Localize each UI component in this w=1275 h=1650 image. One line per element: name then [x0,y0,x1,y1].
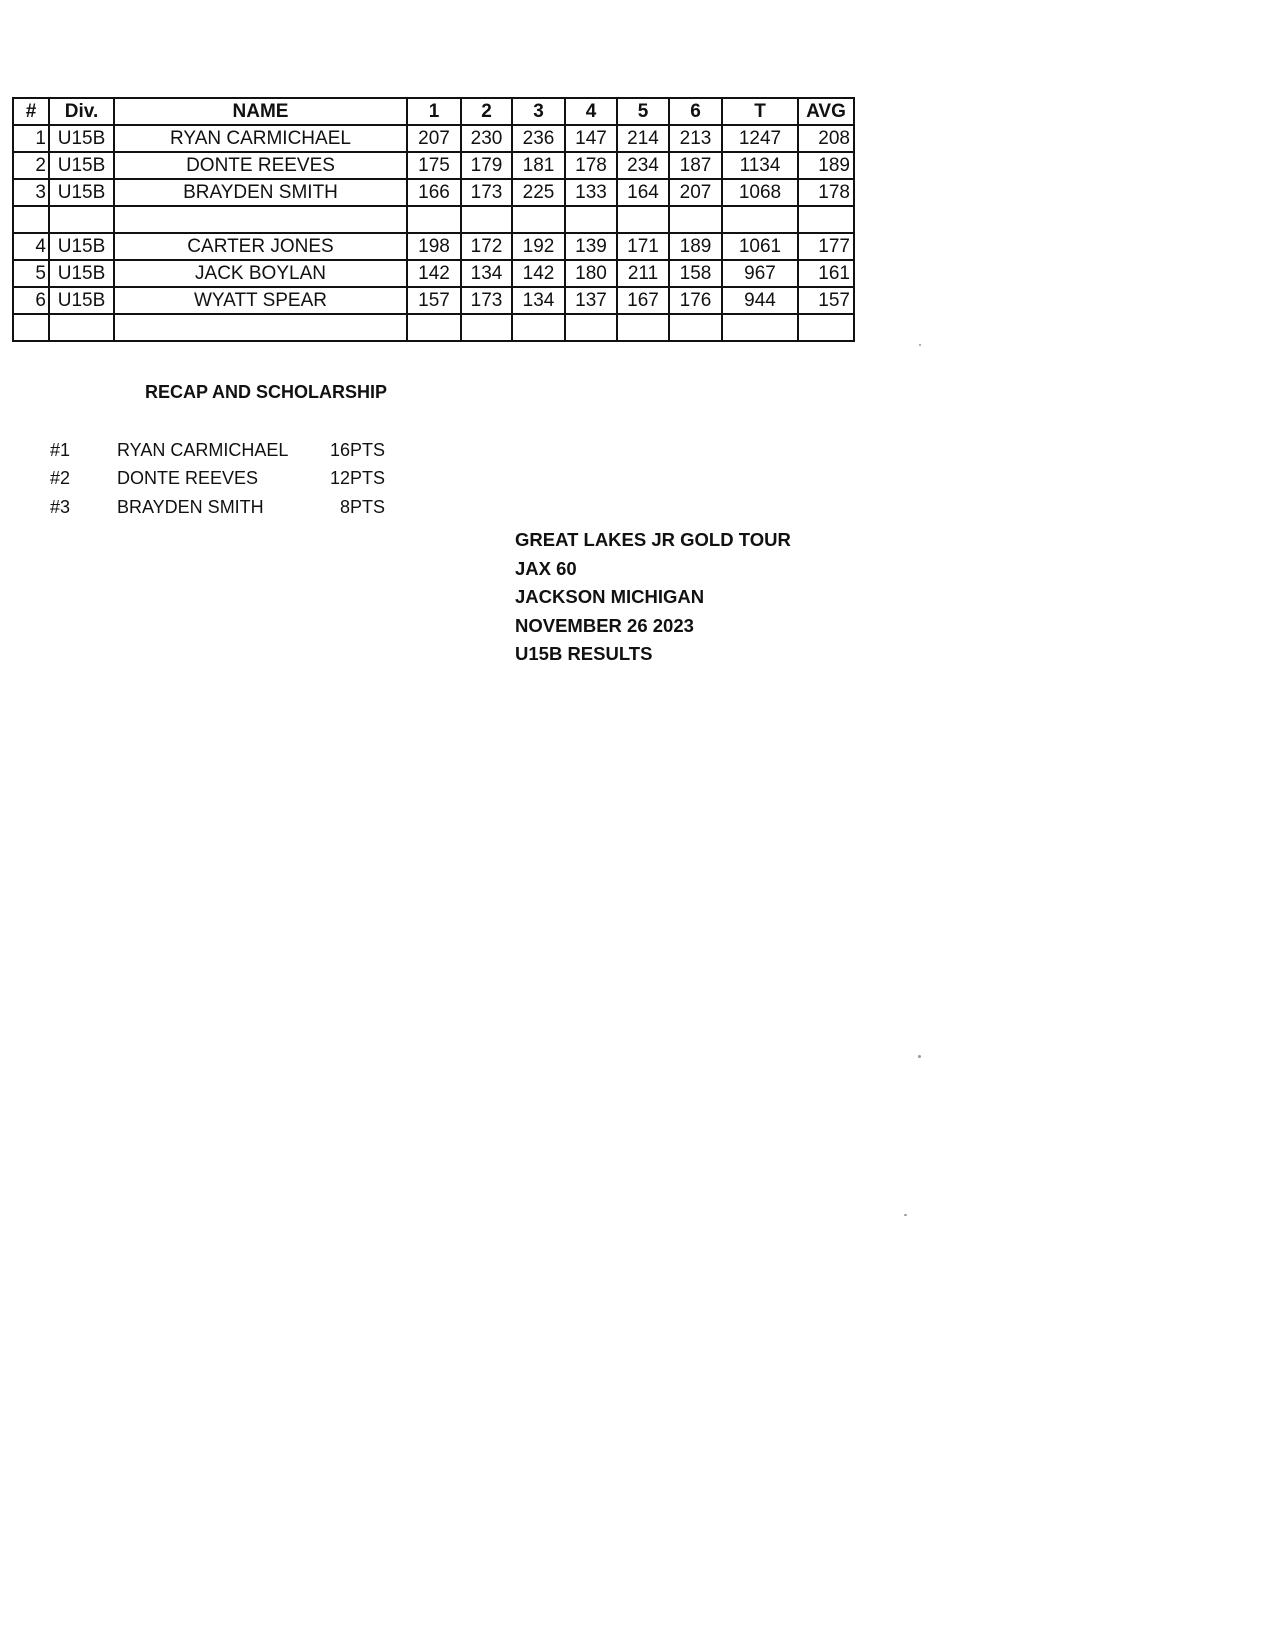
cell-game-2 [461,314,512,341]
cell-name: DONTE REEVES [114,152,407,179]
cell-game-6 [669,314,722,341]
header-total: T [722,98,798,125]
cell-total: 1247 [722,125,798,152]
results-table [12,97,855,342]
cell-game-5: 211 [617,260,669,287]
cell-division: U15B [49,287,114,314]
cell-name: JACK BOYLAN [114,260,407,287]
cell-game-3: 236 [512,125,565,152]
cell-game-1: 142 [407,260,461,287]
recap-points: 8PTS [339,497,385,517]
cell-game-3 [512,314,565,341]
cell-total: 967 [722,260,798,287]
cell-total: 944 [722,287,798,314]
cell-game-6: 158 [669,260,722,287]
cell-game-5: 164 [617,179,669,206]
cell-game-4: 133 [565,179,617,206]
cell-name: RYAN CARMICHAEL [114,125,407,152]
cell-rank: 4 [13,233,49,260]
recap-entry [50,468,450,492]
cell-game-2: 179 [461,152,512,179]
scan-speck [918,1055,921,1058]
cell-total: 1134 [722,152,798,179]
cell-game-5 [617,206,669,233]
cell-game-3: 134 [512,287,565,314]
table-row [13,179,854,206]
recap-rank: #1 [50,440,71,460]
table-header-row [13,98,854,125]
cell-division: U15B [49,125,114,152]
cell-game-6: 176 [669,287,722,314]
cell-game-4 [565,206,617,233]
cell-average: 157 [798,287,854,314]
tour-name: GREAT LAKES JR GOLD TOUR [515,529,791,550]
cell-game-3: 225 [512,179,565,206]
scan-speck [904,1214,907,1216]
cell-rank [13,206,49,233]
cell-rank: 3 [13,179,49,206]
cell-game-5: 234 [617,152,669,179]
recap-name: DONTE REEVES [117,468,259,488]
cell-game-1 [407,314,461,341]
header-average: AVG [798,98,854,125]
cell-name: CARTER JONES [114,233,407,260]
cell-game-6 [669,206,722,233]
cell-name: WYATT SPEAR [114,287,407,314]
cell-division [49,314,114,341]
cell-game-2: 230 [461,125,512,152]
cell-game-3: 181 [512,152,565,179]
header-game-5: 5 [617,98,669,125]
cell-division: U15B [49,152,114,179]
cell-rank: 6 [13,287,49,314]
cell-game-1: 175 [407,152,461,179]
cell-name [114,206,407,233]
cell-game-1: 157 [407,287,461,314]
recap-title: RECAP AND SCHOLARSHIP [145,382,388,402]
cell-average: 178 [798,179,854,206]
cell-name: BRAYDEN SMITH [114,179,407,206]
cell-game-6: 213 [669,125,722,152]
cell-game-4: 137 [565,287,617,314]
cell-game-6: 207 [669,179,722,206]
event-date: NOVEMBER 26 2023 [515,614,694,636]
cell-game-3: 192 [512,233,565,260]
cell-game-2 [461,206,512,233]
cell-average [798,314,854,341]
table-row [13,233,854,260]
table-row [13,125,854,152]
table-row [13,287,854,314]
recap-entry [50,440,450,464]
cell-game-2: 172 [461,233,512,260]
cell-game-4: 178 [565,152,617,179]
cell-name [114,314,407,341]
header-game-4: 4 [565,98,617,125]
cell-game-5 [617,314,669,341]
header-division: Div. [49,98,114,125]
recap-rank: #2 [50,468,71,488]
cell-rank: 2 [13,152,49,179]
cell-rank: 1 [13,125,49,152]
cell-average: 189 [798,152,854,179]
cell-game-4: 139 [565,233,617,260]
cell-game-5: 171 [617,233,669,260]
table-row [13,260,854,287]
cell-total [722,314,798,341]
recap-entry [50,497,450,521]
header-game-6: 6 [669,98,722,125]
cell-division: U15B [49,260,114,287]
cell-division: U15B [49,233,114,260]
cell-game-5: 214 [617,125,669,152]
cell-average: 177 [798,233,854,260]
cell-total [722,206,798,233]
scan-speck [919,344,921,346]
cell-game-4: 147 [565,125,617,152]
recap-rank: #3 [50,497,71,517]
cell-average: 161 [798,260,854,287]
cell-game-2: 173 [461,179,512,206]
cell-game-1 [407,206,461,233]
cell-average [798,206,854,233]
recap-points: 16PTS [329,440,385,460]
cell-game-1: 207 [407,125,461,152]
header-name: NAME [114,98,407,125]
cell-game-1: 198 [407,233,461,260]
cell-total: 1061 [722,233,798,260]
event-name: JAX 60 [515,557,577,579]
results-label: U15B RESULTS [515,643,653,664]
cell-game-2: 134 [461,260,512,287]
cell-game-6: 187 [669,152,722,179]
table-row [13,152,854,179]
header-game-1: 1 [407,98,461,125]
cell-division: U15B [49,179,114,206]
recap-name: RYAN CARMICHAEL [117,440,289,460]
header-rank: # [13,98,49,125]
cell-game-5: 167 [617,287,669,314]
cell-game-1: 166 [407,179,461,206]
recap-points: 12PTS [329,468,385,488]
header-game-2: 2 [461,98,512,125]
cell-game-2: 173 [461,287,512,314]
cell-average: 208 [798,125,854,152]
header-game-3: 3 [512,98,565,125]
cell-game-6: 189 [669,233,722,260]
cell-game-4 [565,314,617,341]
table-row-empty [13,206,854,233]
cell-rank: 5 [13,260,49,287]
cell-game-3 [512,206,565,233]
recap-name: BRAYDEN SMITH [117,497,264,517]
event-info [515,528,791,671]
cell-division [49,206,114,233]
cell-rank [13,314,49,341]
cell-total: 1068 [722,179,798,206]
event-location: JACKSON MICHIGAN [515,586,705,607]
table-row-empty [13,314,854,341]
cell-game-4: 180 [565,260,617,287]
cell-game-3: 142 [512,260,565,287]
